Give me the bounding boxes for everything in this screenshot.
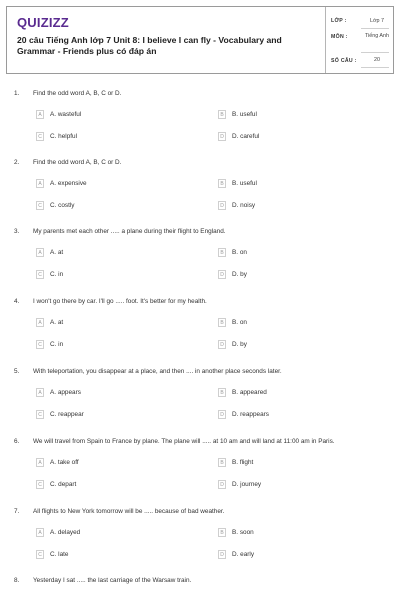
- option-letter-box: A: [36, 248, 44, 257]
- option-letter-box: B: [218, 248, 226, 257]
- question-6: [0, 438, 400, 508]
- grade-label: LỚP :: [331, 18, 347, 24]
- option-letter-box: D: [218, 201, 226, 210]
- question-number: 7.: [14, 508, 20, 515]
- option-text: D. reappears: [232, 411, 269, 418]
- option-text: B. on: [232, 249, 247, 256]
- question-text: My parents met each other ..... a plane during their flight to England.: [33, 228, 226, 235]
- option-letter-box: A: [36, 110, 44, 119]
- question-8: [0, 577, 400, 591]
- option-text: D. by: [232, 271, 247, 278]
- option-text: C. helpful: [50, 133, 77, 140]
- question-text: I won't go there by car. I'll go ..... foot. It's better for my health.: [33, 298, 207, 305]
- option-text: B. appeared: [232, 389, 267, 396]
- option-letter-box: D: [218, 270, 226, 279]
- question-text: Find the odd word A, B, C or D.: [33, 90, 122, 97]
- question-2: [0, 159, 400, 229]
- option-text: C. late: [50, 551, 69, 558]
- option-letter-box: D: [218, 132, 226, 141]
- option-text: A. wasteful: [50, 111, 82, 118]
- option-text: C. in: [50, 341, 64, 348]
- option-letter-box: C: [36, 270, 44, 279]
- option-text: D. noisy: [232, 202, 256, 209]
- option-letter-box: A: [36, 179, 44, 188]
- question-number: 6.: [14, 438, 20, 445]
- count-rule: [361, 67, 389, 68]
- option-text: C. depart: [50, 481, 77, 488]
- question-number: 8.: [14, 577, 20, 584]
- option-text: A. take off: [50, 459, 79, 466]
- option-text: C. in: [50, 271, 64, 278]
- option-letter-box: B: [218, 528, 226, 537]
- option-text: D. careful: [232, 133, 260, 140]
- subject-rule: [361, 52, 389, 53]
- option-letter-box: C: [36, 550, 44, 559]
- question-1: [0, 90, 400, 160]
- question-text: All flights to New York tomorrow will be ..... because of bad weather.: [33, 508, 225, 515]
- question-number: 3.: [14, 228, 20, 235]
- option-text: A. at: [50, 249, 64, 256]
- count-label: SỐ CÂU :: [331, 58, 357, 64]
- option-text: A. delayed: [50, 529, 81, 536]
- question-number: 2.: [14, 159, 20, 166]
- option-letter-box: C: [36, 410, 44, 419]
- meta-divider: [325, 7, 326, 73]
- option-letter-box: A: [36, 458, 44, 467]
- option-letter-box: A: [36, 318, 44, 327]
- option-letter-box: C: [36, 340, 44, 349]
- option-text: B. useful: [232, 111, 257, 118]
- question-7: [0, 508, 400, 578]
- option-letter-box: D: [218, 480, 226, 489]
- option-letter-box: D: [218, 410, 226, 419]
- option-letter-box: D: [218, 550, 226, 559]
- option-letter-box: B: [218, 110, 226, 119]
- option-text: C. costly: [50, 202, 75, 209]
- question-number: 4.: [14, 298, 20, 305]
- option-text: D. by: [232, 341, 247, 348]
- option-text: B. useful: [232, 180, 257, 187]
- option-text: B. flight: [232, 459, 254, 466]
- option-letter-box: C: [36, 132, 44, 141]
- grade-rule: [361, 28, 389, 29]
- option-text: C. reappear: [50, 411, 84, 418]
- question-text: With teleportation, you disappear at a place, and then .... in another place seconds later.: [33, 368, 282, 375]
- worksheet-header: [6, 6, 394, 74]
- option-letter-box: B: [218, 388, 226, 397]
- option-letter-box: A: [36, 388, 44, 397]
- question-5: [0, 368, 400, 438]
- question-number: 1.: [14, 90, 20, 97]
- option-letter-box: B: [218, 458, 226, 467]
- question-text: We will travel from Spain to France by plane. The plane will ..... at 10 am and will land at 11:00 am in Paris.: [33, 438, 335, 445]
- question-3: [0, 228, 400, 298]
- question-4: [0, 298, 400, 368]
- question-number: 5.: [14, 368, 20, 375]
- option-letter-box: C: [36, 201, 44, 210]
- subject-label: MÔN :: [331, 34, 348, 40]
- option-letter-box: D: [218, 340, 226, 349]
- option-letter-box: C: [36, 480, 44, 489]
- option-text: D. early: [232, 551, 255, 558]
- count-value: 20: [374, 57, 380, 63]
- option-text: A. expensive: [50, 180, 87, 187]
- option-text: A. appears: [50, 389, 81, 396]
- option-text: B. soon: [232, 529, 254, 536]
- question-text: Find the odd word A, B, C or D.: [33, 159, 122, 166]
- option-text: A. at: [50, 319, 64, 326]
- option-text: B. on: [232, 319, 247, 326]
- grade-value: Lớp 7: [369, 18, 385, 24]
- option-text: D. journey: [232, 481, 262, 488]
- subject-value: Tiếng Anh: [364, 33, 390, 39]
- option-letter-box: A: [36, 528, 44, 537]
- quizizz-logo: QUIZIZZ: [17, 15, 69, 30]
- option-letter-box: B: [218, 179, 226, 188]
- worksheet-title: 20 câu Tiếng Anh lớp 7 Unit 8: I believe I can fly - Vocabulary and Grammar - Friends plus có đáp án: [17, 35, 282, 56]
- question-text: Yesterday I sat ..... the last carriage of the Warsaw train.: [33, 577, 192, 584]
- option-letter-box: B: [218, 318, 226, 327]
